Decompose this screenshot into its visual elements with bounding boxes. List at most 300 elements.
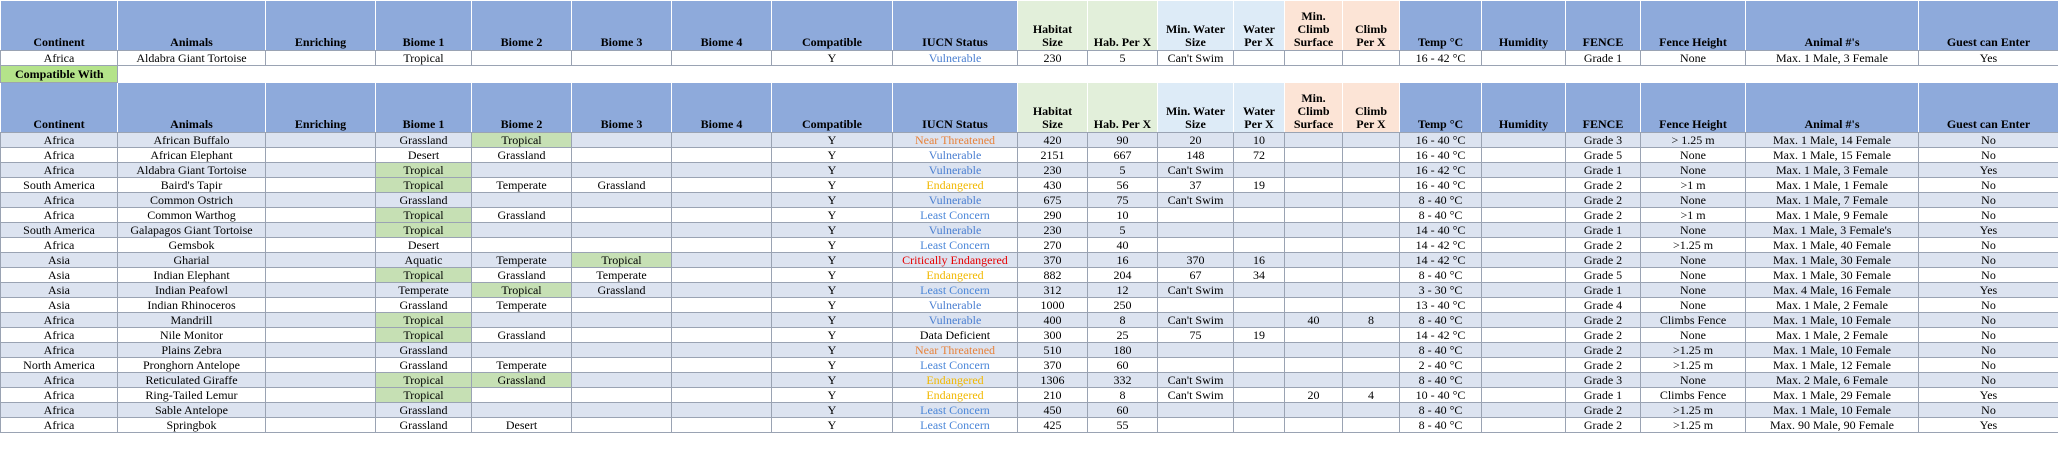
cell-guest-can-enter[interactable]: No bbox=[1919, 358, 2058, 373]
column-header-biome-4[interactable] bbox=[672, 1, 772, 51]
column-header-iucn-status[interactable] bbox=[893, 1, 1018, 51]
cell-habitat-size[interactable]: 510 bbox=[1018, 343, 1088, 358]
cell-enriching[interactable] bbox=[266, 298, 376, 313]
cell-fence-height[interactable]: None bbox=[1641, 51, 1746, 66]
cell-biome-4[interactable] bbox=[672, 133, 772, 148]
cell-continent[interactable]: South America bbox=[1, 223, 118, 238]
cell-biome-3[interactable] bbox=[572, 193, 672, 208]
table-row[interactable] bbox=[1, 418, 2058, 433]
cell-min-climb-surface[interactable] bbox=[1285, 343, 1343, 358]
cell-min-water-size[interactable]: 37 bbox=[1158, 178, 1234, 193]
cell-biome-4[interactable] bbox=[672, 223, 772, 238]
cell-temp[interactable]: 8 - 40 °C bbox=[1400, 373, 1482, 388]
cell-fence-height[interactable]: Climbs Fence bbox=[1641, 388, 1746, 403]
cell-biome-1[interactable]: Grassland bbox=[376, 343, 472, 358]
cell-compatible[interactable]: Y bbox=[772, 373, 893, 388]
cell-climb-per-x[interactable] bbox=[1343, 403, 1400, 418]
table-row[interactable] bbox=[1, 208, 2058, 223]
cell-biome-3[interactable] bbox=[572, 51, 672, 66]
cell-biome-1[interactable]: Tropical bbox=[376, 388, 472, 403]
cell-climb-per-x[interactable] bbox=[1343, 193, 1400, 208]
column-header-climb-per-x[interactable] bbox=[1343, 1, 1400, 51]
cell-water-per-x[interactable]: 19 bbox=[1234, 178, 1285, 193]
cell-animal-counts[interactable]: Max. 1 Male, 30 Female bbox=[1746, 253, 1919, 268]
column-header-humidity[interactable] bbox=[1482, 83, 1566, 133]
column-header-compatible[interactable] bbox=[772, 1, 893, 51]
cell-biome-1[interactable]: Temperate bbox=[376, 283, 472, 298]
cell-min-climb-surface[interactable] bbox=[1285, 178, 1343, 193]
cell-fence[interactable]: Grade 2 bbox=[1566, 313, 1641, 328]
cell-iucn-status[interactable]: Least Concern bbox=[893, 208, 1018, 223]
cell-biome-1[interactable]: Grassland bbox=[376, 403, 472, 418]
cell-enriching[interactable] bbox=[266, 238, 376, 253]
cell-habitat-size[interactable]: 300 bbox=[1018, 328, 1088, 343]
cell-animal[interactable]: Gemsbok bbox=[118, 238, 266, 253]
column-header-animal[interactable] bbox=[118, 1, 266, 51]
cell-min-climb-surface[interactable]: 20 bbox=[1285, 388, 1343, 403]
column-header-guest-can-enter[interactable] bbox=[1919, 83, 2058, 133]
cell-temp[interactable]: 16 - 40 °C bbox=[1400, 133, 1482, 148]
cell-animal-counts[interactable]: Max. 1 Male, 2 Female bbox=[1746, 298, 1919, 313]
cell-fence-height[interactable]: >1.25 m bbox=[1641, 403, 1746, 418]
cell-hab-per-x[interactable]: 667 bbox=[1088, 148, 1158, 163]
cell-min-climb-surface[interactable] bbox=[1285, 358, 1343, 373]
cell-water-per-x[interactable] bbox=[1234, 223, 1285, 238]
cell-habitat-size[interactable]: 270 bbox=[1018, 238, 1088, 253]
cell-water-per-x[interactable] bbox=[1234, 313, 1285, 328]
cell-climb-per-x[interactable]: 8 bbox=[1343, 313, 1400, 328]
cell-habitat-size[interactable]: 230 bbox=[1018, 163, 1088, 178]
cell-iucn-status[interactable]: Least Concern bbox=[893, 403, 1018, 418]
cell-biome-2[interactable] bbox=[472, 238, 572, 253]
cell-humidity[interactable] bbox=[1482, 51, 1566, 66]
cell-guest-can-enter[interactable]: Yes bbox=[1919, 223, 2058, 238]
cell-temp[interactable]: 14 - 40 °C bbox=[1400, 223, 1482, 238]
cell-animal[interactable]: Aldabra Giant Tortoise bbox=[118, 51, 266, 66]
cell-animal-counts[interactable]: Max. 1 Male, 14 Female bbox=[1746, 133, 1919, 148]
cell-humidity[interactable] bbox=[1482, 253, 1566, 268]
column-header-continent[interactable] bbox=[1, 1, 118, 51]
cell-biome-1[interactable]: Desert bbox=[376, 238, 472, 253]
cell-iucn-status[interactable]: Vulnerable bbox=[893, 51, 1018, 66]
cell-biome-1[interactable]: Tropical bbox=[376, 51, 472, 66]
cell-continent[interactable]: Africa bbox=[1, 51, 118, 66]
cell-biome-2[interactable]: Temperate bbox=[472, 178, 572, 193]
cell-biome-3[interactable] bbox=[572, 313, 672, 328]
cell-habitat-size[interactable]: 430 bbox=[1018, 178, 1088, 193]
cell-min-water-size[interactable] bbox=[1158, 403, 1234, 418]
cell-compatible[interactable]: Y bbox=[772, 223, 893, 238]
cell-biome-2[interactable]: Temperate bbox=[472, 358, 572, 373]
cell-animal[interactable]: Baird's Tapir bbox=[118, 178, 266, 193]
cell-hab-per-x[interactable]: 180 bbox=[1088, 343, 1158, 358]
cell-biome-3[interactable] bbox=[572, 418, 672, 433]
cell-min-water-size[interactable]: Can't Swim bbox=[1158, 283, 1234, 298]
cell-climb-per-x[interactable] bbox=[1343, 133, 1400, 148]
cell-climb-per-x[interactable] bbox=[1343, 283, 1400, 298]
cell-animal[interactable]: Plains Zebra bbox=[118, 343, 266, 358]
cell-animal[interactable]: Indian Rhinoceros bbox=[118, 298, 266, 313]
cell-iucn-status[interactable]: Endangered bbox=[893, 373, 1018, 388]
cell-biome-4[interactable] bbox=[672, 208, 772, 223]
column-header-enriching[interactable] bbox=[266, 83, 376, 133]
cell-humidity[interactable] bbox=[1482, 208, 1566, 223]
cell-animal-counts[interactable]: Max. 1 Male, 3 Female bbox=[1746, 51, 1919, 66]
cell-biome-1[interactable]: Tropical bbox=[376, 328, 472, 343]
cell-humidity[interactable] bbox=[1482, 283, 1566, 298]
cell-biome-4[interactable] bbox=[672, 343, 772, 358]
cell-biome-1[interactable]: Tropical bbox=[376, 223, 472, 238]
cell-biome-3[interactable] bbox=[572, 133, 672, 148]
cell-animal[interactable]: Common Warthog bbox=[118, 208, 266, 223]
cell-biome-1[interactable]: Grassland bbox=[376, 418, 472, 433]
cell-temp[interactable]: 16 - 40 °C bbox=[1400, 148, 1482, 163]
cell-compatible[interactable]: Y bbox=[772, 418, 893, 433]
cell-biome-4[interactable] bbox=[672, 388, 772, 403]
cell-water-per-x[interactable] bbox=[1234, 358, 1285, 373]
cell-animal[interactable]: Common Ostrich bbox=[118, 193, 266, 208]
cell-temp[interactable]: 8 - 40 °C bbox=[1400, 403, 1482, 418]
cell-iucn-status[interactable]: Vulnerable bbox=[893, 313, 1018, 328]
cell-continent[interactable]: South America bbox=[1, 178, 118, 193]
cell-biome-2[interactable]: Desert bbox=[472, 418, 572, 433]
cell-guest-can-enter[interactable]: No bbox=[1919, 253, 2058, 268]
cell-min-climb-surface[interactable] bbox=[1285, 268, 1343, 283]
cell-temp[interactable]: 14 - 42 °C bbox=[1400, 328, 1482, 343]
cell-animal[interactable]: Mandrill bbox=[118, 313, 266, 328]
cell-min-climb-surface[interactable] bbox=[1285, 51, 1343, 66]
cell-biome-1[interactable]: Grassland bbox=[376, 133, 472, 148]
cell-continent[interactable]: North America bbox=[1, 358, 118, 373]
cell-biome-3[interactable] bbox=[572, 148, 672, 163]
cell-biome-2[interactable]: Grassland bbox=[472, 208, 572, 223]
column-header-animal-counts[interactable] bbox=[1746, 83, 1919, 133]
column-header-temp[interactable] bbox=[1400, 1, 1482, 51]
cell-guest-can-enter[interactable]: Yes bbox=[1919, 51, 2058, 66]
cell-guest-can-enter[interactable]: No bbox=[1919, 178, 2058, 193]
cell-continent[interactable]: Africa bbox=[1, 208, 118, 223]
cell-habitat-size[interactable]: 1306 bbox=[1018, 373, 1088, 388]
cell-water-per-x[interactable]: 34 bbox=[1234, 268, 1285, 283]
column-header-water-per-x[interactable] bbox=[1234, 83, 1285, 133]
cell-compatible[interactable]: Y bbox=[772, 343, 893, 358]
cell-min-climb-surface[interactable] bbox=[1285, 373, 1343, 388]
cell-min-climb-surface[interactable] bbox=[1285, 193, 1343, 208]
cell-iucn-status[interactable]: Vulnerable bbox=[893, 148, 1018, 163]
table-row[interactable] bbox=[1, 163, 2058, 178]
cell-hab-per-x[interactable]: 5 bbox=[1088, 51, 1158, 66]
cell-habitat-size[interactable]: 675 bbox=[1018, 193, 1088, 208]
cell-water-per-x[interactable]: 16 bbox=[1234, 253, 1285, 268]
column-header-biome-3[interactable] bbox=[572, 1, 672, 51]
cell-biome-1[interactable]: Tropical bbox=[376, 178, 472, 193]
table-row[interactable] bbox=[1, 358, 2058, 373]
cell-climb-per-x[interactable] bbox=[1343, 298, 1400, 313]
cell-water-per-x[interactable]: 72 bbox=[1234, 148, 1285, 163]
cell-biome-2[interactable] bbox=[472, 223, 572, 238]
cell-biome-2[interactable] bbox=[472, 193, 572, 208]
cell-guest-can-enter[interactable]: No bbox=[1919, 403, 2058, 418]
cell-fence[interactable]: Grade 5 bbox=[1566, 148, 1641, 163]
table-row[interactable] bbox=[1, 313, 2058, 328]
cell-biome-3[interactable] bbox=[572, 223, 672, 238]
cell-biome-1[interactable]: Tropical bbox=[376, 313, 472, 328]
cell-min-water-size[interactable]: 20 bbox=[1158, 133, 1234, 148]
table-row[interactable] bbox=[1, 51, 2058, 66]
cell-min-water-size[interactable]: Can't Swim bbox=[1158, 51, 1234, 66]
cell-habitat-size[interactable]: 2151 bbox=[1018, 148, 1088, 163]
cell-guest-can-enter[interactable]: No bbox=[1919, 373, 2058, 388]
cell-min-water-size[interactable]: 148 bbox=[1158, 148, 1234, 163]
table-row[interactable] bbox=[1, 403, 2058, 418]
cell-min-water-size[interactable] bbox=[1158, 358, 1234, 373]
cell-biome-3[interactable] bbox=[572, 373, 672, 388]
cell-climb-per-x[interactable] bbox=[1343, 51, 1400, 66]
column-header-animal[interactable] bbox=[118, 83, 266, 133]
cell-animal[interactable]: Springbok bbox=[118, 418, 266, 433]
column-header-hab-per-x[interactable] bbox=[1088, 83, 1158, 133]
cell-min-water-size[interactable] bbox=[1158, 223, 1234, 238]
cell-compatible[interactable]: Y bbox=[772, 268, 893, 283]
cell-min-climb-surface[interactable]: 40 bbox=[1285, 313, 1343, 328]
cell-water-per-x[interactable] bbox=[1234, 51, 1285, 66]
cell-fence[interactable]: Grade 1 bbox=[1566, 388, 1641, 403]
cell-water-per-x[interactable] bbox=[1234, 388, 1285, 403]
cell-continent[interactable]: Asia bbox=[1, 268, 118, 283]
cell-humidity[interactable] bbox=[1482, 313, 1566, 328]
cell-biome-1[interactable]: Tropical bbox=[376, 373, 472, 388]
cell-compatible[interactable]: Y bbox=[772, 208, 893, 223]
cell-iucn-status[interactable]: Least Concern bbox=[893, 238, 1018, 253]
cell-habitat-size[interactable]: 420 bbox=[1018, 133, 1088, 148]
cell-continent[interactable]: Africa bbox=[1, 328, 118, 343]
cell-continent[interactable]: Africa bbox=[1, 418, 118, 433]
cell-temp[interactable]: 8 - 40 °C bbox=[1400, 418, 1482, 433]
column-header-guest-can-enter[interactable] bbox=[1919, 1, 2058, 51]
cell-min-water-size[interactable]: 370 bbox=[1158, 253, 1234, 268]
cell-animal-counts[interactable]: Max. 1 Male, 9 Female bbox=[1746, 208, 1919, 223]
cell-min-climb-surface[interactable] bbox=[1285, 148, 1343, 163]
cell-biome-4[interactable] bbox=[672, 358, 772, 373]
cell-min-climb-surface[interactable] bbox=[1285, 283, 1343, 298]
cell-temp[interactable]: 2 - 40 °C bbox=[1400, 358, 1482, 373]
cell-iucn-status[interactable]: Endangered bbox=[893, 388, 1018, 403]
cell-enriching[interactable] bbox=[266, 268, 376, 283]
cell-humidity[interactable] bbox=[1482, 238, 1566, 253]
cell-guest-can-enter[interactable]: No bbox=[1919, 328, 2058, 343]
cell-enriching[interactable] bbox=[266, 358, 376, 373]
cell-temp[interactable]: 3 - 30 °C bbox=[1400, 283, 1482, 298]
cell-biome-4[interactable] bbox=[672, 418, 772, 433]
cell-animal[interactable]: Galapagos Giant Tortoise bbox=[118, 223, 266, 238]
cell-min-water-size[interactable]: Can't Swim bbox=[1158, 163, 1234, 178]
cell-temp[interactable]: 8 - 40 °C bbox=[1400, 313, 1482, 328]
cell-biome-1[interactable]: Grassland bbox=[376, 193, 472, 208]
cell-biome-3[interactable] bbox=[572, 163, 672, 178]
table-row[interactable] bbox=[1, 373, 2058, 388]
cell-enriching[interactable] bbox=[266, 253, 376, 268]
cell-habitat-size[interactable]: 230 bbox=[1018, 223, 1088, 238]
cell-continent[interactable]: Asia bbox=[1, 283, 118, 298]
cell-enriching[interactable] bbox=[266, 283, 376, 298]
cell-enriching[interactable] bbox=[266, 193, 376, 208]
cell-continent[interactable]: Africa bbox=[1, 163, 118, 178]
cell-water-per-x[interactable] bbox=[1234, 193, 1285, 208]
cell-fence[interactable]: Grade 1 bbox=[1566, 283, 1641, 298]
cell-hab-per-x[interactable]: 5 bbox=[1088, 223, 1158, 238]
cell-enriching[interactable] bbox=[266, 418, 376, 433]
cell-hab-per-x[interactable]: 60 bbox=[1088, 358, 1158, 373]
cell-fence[interactable]: Grade 1 bbox=[1566, 223, 1641, 238]
cell-temp[interactable]: 8 - 40 °C bbox=[1400, 208, 1482, 223]
cell-climb-per-x[interactable] bbox=[1343, 358, 1400, 373]
cell-climb-per-x[interactable] bbox=[1343, 373, 1400, 388]
cell-water-per-x[interactable] bbox=[1234, 238, 1285, 253]
cell-compatible[interactable]: Y bbox=[772, 193, 893, 208]
cell-humidity[interactable] bbox=[1482, 133, 1566, 148]
cell-min-climb-surface[interactable] bbox=[1285, 253, 1343, 268]
cell-min-climb-surface[interactable] bbox=[1285, 208, 1343, 223]
column-header-animal-counts[interactable] bbox=[1746, 1, 1919, 51]
cell-hab-per-x[interactable]: 25 bbox=[1088, 328, 1158, 343]
cell-fence-height[interactable]: >1 m bbox=[1641, 178, 1746, 193]
cell-fence[interactable]: Grade 2 bbox=[1566, 193, 1641, 208]
cell-min-water-size[interactable]: Can't Swim bbox=[1158, 193, 1234, 208]
cell-continent[interactable]: Africa bbox=[1, 388, 118, 403]
column-header-biome-1[interactable] bbox=[376, 1, 472, 51]
cell-fence[interactable]: Grade 2 bbox=[1566, 328, 1641, 343]
cell-continent[interactable]: Asia bbox=[1, 253, 118, 268]
cell-biome-2[interactable]: Temperate bbox=[472, 298, 572, 313]
cell-hab-per-x[interactable]: 5 bbox=[1088, 163, 1158, 178]
cell-biome-2[interactable]: Temperate bbox=[472, 253, 572, 268]
cell-animal-counts[interactable]: Max. 1 Male, 2 Female bbox=[1746, 328, 1919, 343]
cell-fence[interactable]: Grade 2 bbox=[1566, 238, 1641, 253]
cell-humidity[interactable] bbox=[1482, 163, 1566, 178]
cell-biome-2[interactable]: Grassland bbox=[472, 373, 572, 388]
cell-humidity[interactable] bbox=[1482, 388, 1566, 403]
cell-enriching[interactable] bbox=[266, 313, 376, 328]
cell-guest-can-enter[interactable]: Yes bbox=[1919, 388, 2058, 403]
cell-habitat-size[interactable]: 312 bbox=[1018, 283, 1088, 298]
cell-hab-per-x[interactable]: 12 bbox=[1088, 283, 1158, 298]
column-header-humidity[interactable] bbox=[1482, 1, 1566, 51]
column-header-biome-4[interactable] bbox=[672, 83, 772, 133]
column-header-biome-1[interactable] bbox=[376, 83, 472, 133]
cell-animal[interactable]: Indian Peafowl bbox=[118, 283, 266, 298]
table-row[interactable] bbox=[1, 298, 2058, 313]
cell-fence-height[interactable]: Climbs Fence bbox=[1641, 313, 1746, 328]
cell-animal[interactable]: Aldabra Giant Tortoise bbox=[118, 163, 266, 178]
cell-min-climb-surface[interactable] bbox=[1285, 298, 1343, 313]
cell-fence[interactable]: Grade 3 bbox=[1566, 133, 1641, 148]
cell-climb-per-x[interactable] bbox=[1343, 253, 1400, 268]
cell-animal-counts[interactable]: Max. 4 Male, 16 Female bbox=[1746, 283, 1919, 298]
column-header-min-climb-surface[interactable] bbox=[1285, 1, 1343, 51]
cell-animal-counts[interactable]: Max. 1 Male, 10 Female bbox=[1746, 343, 1919, 358]
column-header-min-water-size[interactable] bbox=[1158, 1, 1234, 51]
cell-enriching[interactable] bbox=[266, 178, 376, 193]
cell-iucn-status[interactable]: Vulnerable bbox=[893, 163, 1018, 178]
column-header-fence[interactable] bbox=[1566, 1, 1641, 51]
column-header-fence-height[interactable] bbox=[1641, 1, 1746, 51]
cell-enriching[interactable] bbox=[266, 163, 376, 178]
cell-humidity[interactable] bbox=[1482, 403, 1566, 418]
cell-habitat-size[interactable]: 450 bbox=[1018, 403, 1088, 418]
table-row[interactable] bbox=[1, 133, 2058, 148]
cell-habitat-size[interactable]: 210 bbox=[1018, 388, 1088, 403]
cell-guest-can-enter[interactable]: No bbox=[1919, 193, 2058, 208]
cell-iucn-status[interactable]: Near Threatened bbox=[893, 343, 1018, 358]
cell-humidity[interactable] bbox=[1482, 148, 1566, 163]
cell-iucn-status[interactable]: Least Concern bbox=[893, 358, 1018, 373]
cell-fence[interactable]: Grade 4 bbox=[1566, 298, 1641, 313]
cell-climb-per-x[interactable] bbox=[1343, 268, 1400, 283]
cell-biome-1[interactable]: Tropical bbox=[376, 208, 472, 223]
cell-biome-3[interactable] bbox=[572, 298, 672, 313]
cell-enriching[interactable] bbox=[266, 403, 376, 418]
cell-compatible[interactable]: Y bbox=[772, 313, 893, 328]
cell-continent[interactable]: Africa bbox=[1, 148, 118, 163]
cell-enriching[interactable] bbox=[266, 388, 376, 403]
cell-continent[interactable]: Africa bbox=[1, 313, 118, 328]
column-header-habitat-size[interactable] bbox=[1018, 1, 1088, 51]
cell-iucn-status[interactable]: Least Concern bbox=[893, 283, 1018, 298]
cell-biome-3[interactable] bbox=[572, 358, 672, 373]
cell-biome-2[interactable]: Grassland bbox=[472, 148, 572, 163]
column-header-iucn-status[interactable] bbox=[893, 83, 1018, 133]
cell-continent[interactable]: Africa bbox=[1, 373, 118, 388]
cell-iucn-status[interactable]: Vulnerable bbox=[893, 298, 1018, 313]
cell-min-climb-surface[interactable] bbox=[1285, 238, 1343, 253]
cell-iucn-status[interactable]: Least Concern bbox=[893, 418, 1018, 433]
column-header-biome-2[interactable] bbox=[472, 1, 572, 51]
cell-hab-per-x[interactable]: 204 bbox=[1088, 268, 1158, 283]
cell-continent[interactable]: Africa bbox=[1, 403, 118, 418]
table-row[interactable] bbox=[1, 388, 2058, 403]
cell-guest-can-enter[interactable]: No bbox=[1919, 313, 2058, 328]
cell-compatible[interactable]: Y bbox=[772, 298, 893, 313]
cell-iucn-status[interactable]: Data Deficient bbox=[893, 328, 1018, 343]
cell-biome-4[interactable] bbox=[672, 268, 772, 283]
cell-continent[interactable]: Asia bbox=[1, 298, 118, 313]
cell-water-per-x[interactable] bbox=[1234, 343, 1285, 358]
column-header-water-per-x[interactable] bbox=[1234, 1, 1285, 51]
cell-biome-4[interactable] bbox=[672, 253, 772, 268]
cell-guest-can-enter[interactable]: No bbox=[1919, 208, 2058, 223]
cell-compatible[interactable]: Y bbox=[772, 163, 893, 178]
table-row[interactable] bbox=[1, 193, 2058, 208]
cell-habitat-size[interactable]: 882 bbox=[1018, 268, 1088, 283]
cell-humidity[interactable] bbox=[1482, 358, 1566, 373]
table-row[interactable] bbox=[1, 223, 2058, 238]
cell-guest-can-enter[interactable]: Yes bbox=[1919, 283, 2058, 298]
cell-animal-counts[interactable]: Max. 90 Male, 90 Female bbox=[1746, 418, 1919, 433]
cell-compatible[interactable]: Y bbox=[772, 51, 893, 66]
cell-humidity[interactable] bbox=[1482, 328, 1566, 343]
cell-water-per-x[interactable] bbox=[1234, 283, 1285, 298]
column-header-biome-2[interactable] bbox=[472, 83, 572, 133]
cell-iucn-status[interactable]: Endangered bbox=[893, 268, 1018, 283]
cell-biome-4[interactable] bbox=[672, 283, 772, 298]
cell-enriching[interactable] bbox=[266, 51, 376, 66]
cell-animal[interactable]: African Elephant bbox=[118, 148, 266, 163]
cell-fence-height[interactable]: >1.25 m bbox=[1641, 358, 1746, 373]
cell-animal-counts[interactable]: Max. 1 Male, 30 Female bbox=[1746, 268, 1919, 283]
cell-enriching[interactable] bbox=[266, 373, 376, 388]
cell-climb-per-x[interactable] bbox=[1343, 208, 1400, 223]
cell-biome-3[interactable]: Temperate bbox=[572, 268, 672, 283]
